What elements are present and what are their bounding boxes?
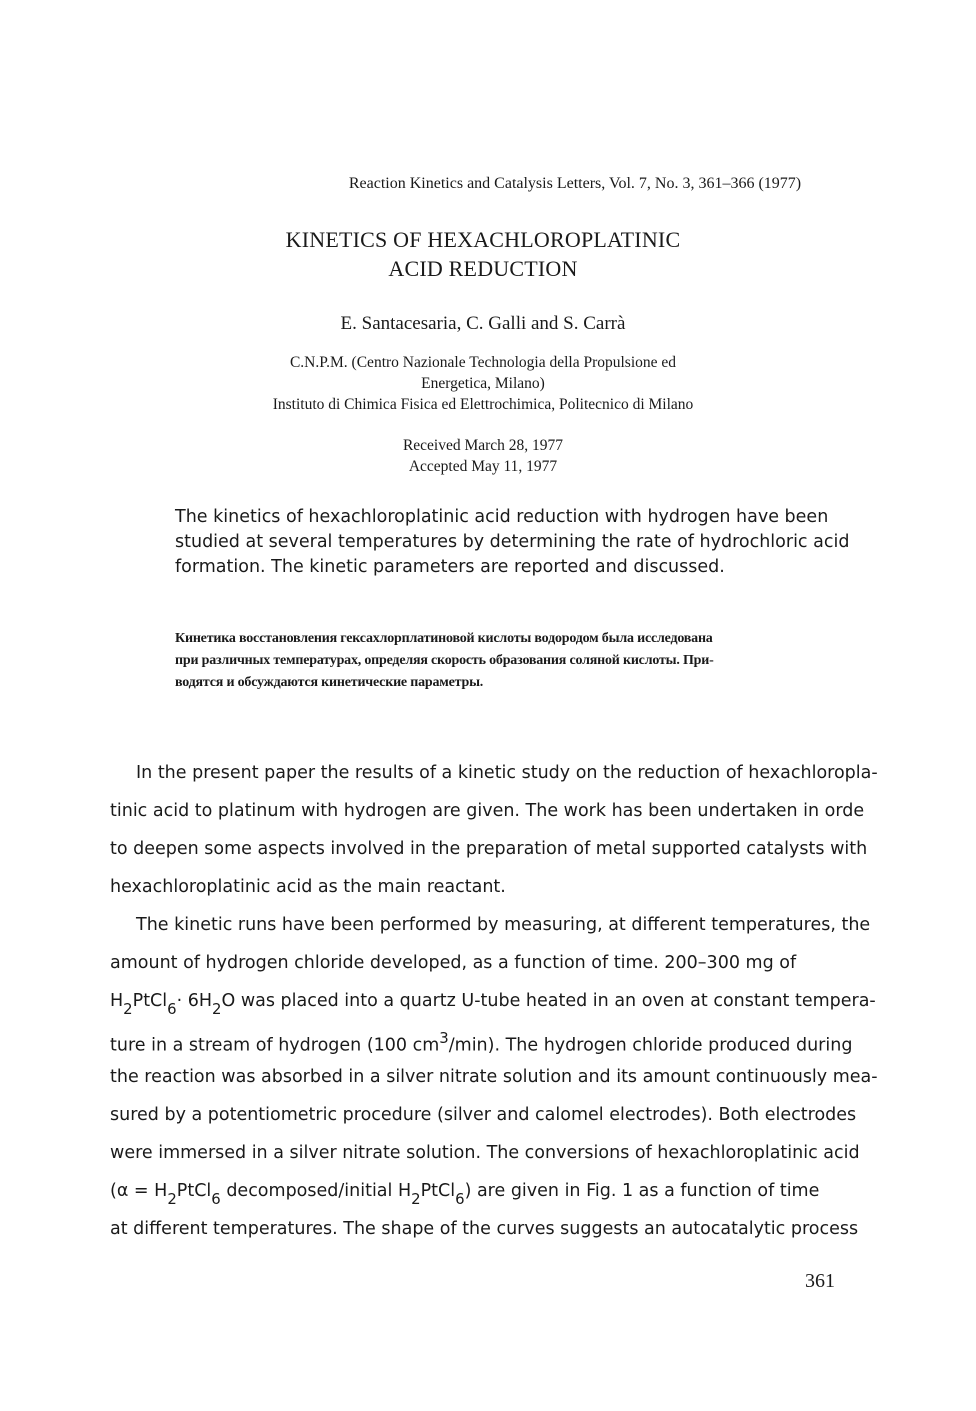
subscript: 6	[167, 1000, 177, 1019]
page-number: 361	[805, 1270, 835, 1292]
body-line-6: amount of hydrogen chloride developed, as a function of time. 200–300 mg of	[110, 953, 797, 973]
authors: E. Santacesaria, C. Galli and S. Carrà	[340, 313, 626, 334]
abstract-en-line-2: studied at several temperatures by determining the rate of hydrochloric acid	[175, 532, 850, 552]
formula-ptcl: PtCl	[176, 1181, 212, 1201]
paper-title-line-1: KINETICS OF HEXACHLOROPLATINIC	[285, 227, 681, 252]
abstract-ru-line-2: при различных температурах, определяя скорость образования соляной кислоты. При-	[175, 653, 714, 668]
affiliation-line-1: C.N.P.M. (Centro Nazionale Technologia della Propulsione ed	[289, 354, 677, 371]
body-line-8	[110, 1029, 852, 1055]
formula-ptcl: PtCl	[132, 991, 168, 1011]
affiliation-line-3: Instituto di Chimica Fisica ed Elettrochimica, Politecnico di Milano	[272, 396, 694, 413]
subscript: 2	[123, 1000, 133, 1019]
accepted-date: Accepted May 11, 1977	[408, 458, 558, 475]
body-text: (α = H	[110, 1181, 168, 1201]
body-line-11: were immersed in a silver nitrate solution. The conversions of hexachloroplatinic acid	[110, 1143, 860, 1163]
body-line-3: to deepen some aspects involved in the preparation of metal supported catalysts with	[110, 839, 868, 859]
formula-h: H	[110, 991, 124, 1011]
subscript: 2	[212, 1000, 222, 1019]
subscript: 6	[211, 1190, 221, 1209]
superscript: 3	[439, 1029, 449, 1047]
subscript: 2	[411, 1190, 421, 1209]
abstract-ru-line-3: водятся и обсуждаются кинетические параметры.	[175, 675, 484, 690]
body-line-7	[110, 991, 876, 1018]
formula-hydrate: · 6H	[176, 991, 213, 1011]
body-text: ture in a stream of hydrogen (100 cm	[110, 1035, 440, 1056]
journal-citation: Reaction Kinetics and Catalysis Letters, Vol. 7, No. 3, 361–366 (1977)	[348, 175, 802, 192]
body-line-12	[110, 1181, 819, 1208]
abstract-en-line-3: formation. The kinetic parameters are reported and discussed.	[175, 557, 725, 577]
subscript: 6	[455, 1190, 465, 1209]
body-text: decomposed/initial H	[220, 1181, 412, 1201]
abstract-en-line-1: The kinetics of hexachloroplatinic acid reduction with hydrogen have been	[175, 507, 829, 527]
body-line-9: the reaction was absorbed in a silver nitrate solution and its amount continuously mea-	[110, 1067, 878, 1087]
paper-title-line-2: ACID REDUCTION	[388, 256, 578, 281]
body-text: /min). The hydrogen chloride produced during	[448, 1035, 853, 1056]
subscript: 2	[167, 1190, 177, 1209]
body-line-10: sured by a potentiometric procedure (silver and calomel electrodes). Both electrodes	[110, 1105, 857, 1125]
formula-ptcl: PtCl	[420, 1181, 456, 1201]
affiliation-line-2: Energetica, Milano)	[421, 375, 545, 392]
body-text: ) are given in Fig. 1 as a function of time	[464, 1181, 820, 1201]
body-text: O was placed into a quartz U-tube heated in an oven at constant tempera-	[221, 991, 876, 1011]
body-line-2: tinic acid to platinum with hydrogen are given. The work has been undertaken in orde	[110, 801, 865, 821]
body-line-4: hexachloroplatinic acid as the main reactant.	[110, 877, 506, 897]
received-date: Received March 28, 1977	[402, 437, 564, 454]
body-line-1: In the present paper the results of a kinetic study on the reduction of hexachloropla-	[136, 763, 878, 783]
body-line-5: The kinetic runs have been performed by measuring, at different temperatures, the	[136, 915, 871, 935]
body-line-13: at different temperatures. The shape of the curves suggests an autocatalytic process	[110, 1219, 859, 1239]
abstract-ru-line-1: Кинетика восстановления гексахлорплатиновой кислоты водородом была исследована	[175, 631, 713, 646]
